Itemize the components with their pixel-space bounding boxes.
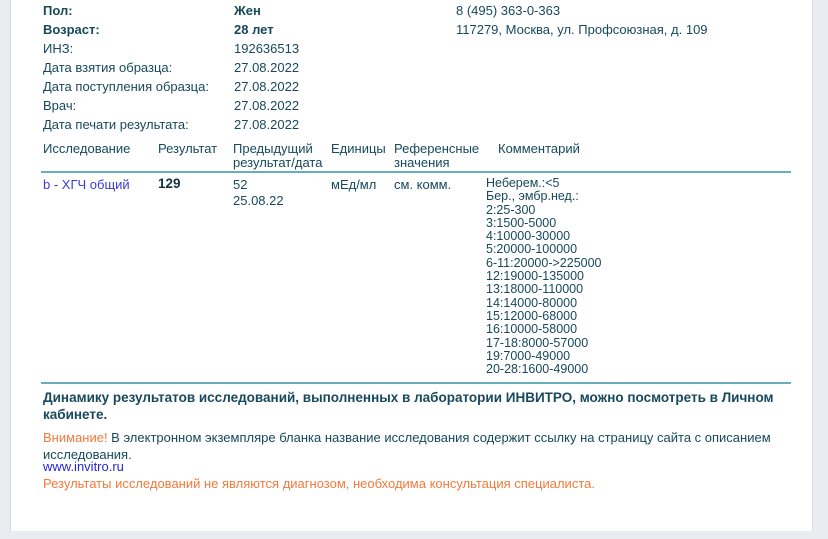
table-header-rule: [41, 171, 791, 173]
comment-line: 14:14000-80000: [486, 295, 578, 310]
column-header-previous: Предыдущий результат/дата: [233, 141, 323, 170]
attention-note: [43, 430, 805, 463]
comment-line: 17-18:8000-57000: [486, 335, 589, 350]
disclaimer-note: Результаты исследований не являются диагнозом, необходима консультация специалиста.: [43, 476, 595, 491]
test-name-link[interactable]: b - ХГЧ общий: [43, 177, 130, 192]
comment-line: 3:1500-5000: [486, 215, 557, 230]
comment-line: 20-28:1600-49000: [486, 362, 589, 377]
comment-line: 19:7000-49000: [486, 348, 571, 363]
field-value-inz: 192636513: [234, 41, 300, 56]
field-value-sex: Жен: [234, 3, 261, 18]
comment-line: 15:12000-68000: [486, 308, 578, 323]
lab-report-page: [10, 0, 813, 531]
comment-line: 12:19000-135000: [486, 269, 585, 284]
clinic-phone: 8 (495) 363-0-363: [456, 3, 561, 18]
field-label-age: Возраст:: [43, 22, 100, 37]
comment-line: 2:25-300: [486, 202, 536, 217]
column-header-result: Результат: [158, 141, 218, 156]
column-header-units: Единицы: [331, 141, 386, 156]
field-label-sample-taken: Дата взятия образца:: [43, 60, 173, 75]
comment-line: 6-11:20000->225000: [486, 255, 602, 270]
field-label-doctor: Врач:: [43, 98, 77, 113]
previous-result-value: 52: [233, 177, 248, 192]
comment-line: 13:18000-110000: [486, 282, 584, 297]
dynamics-note: Динамику результатов исследований, выполненных в лаборатории ИНВИТРО, можно посмотреть в Личном кабинете.: [43, 390, 774, 422]
field-value-sample-taken: 27.08.2022: [234, 60, 300, 75]
column-header-reference: Референсные значения: [394, 141, 480, 170]
comment-line: 5:20000-100000: [486, 242, 578, 257]
field-label-sex: Пол:: [43, 3, 73, 18]
comment-line: 16:10000-58000: [486, 322, 578, 337]
column-header-comment: Комментарий: [498, 141, 580, 156]
attention-text: В электронном экземпляре бланка название исследования содержит ссылку на страницу сайта с описанием исследования.: [43, 430, 771, 462]
invitro-website-link[interactable]: www.invitro.ru: [43, 459, 124, 474]
reference-value: см. комм.: [394, 177, 452, 192]
section-divider-rule: [41, 382, 791, 384]
result-value: 129: [158, 176, 181, 191]
field-value-sample-received: 27.08.2022: [234, 79, 300, 94]
comment-line: 4:10000-30000: [486, 229, 571, 244]
clinic-address: 117279, Москва, ул. Профсоюзная, д. 109: [456, 22, 708, 37]
attention-label: Внимание!: [43, 430, 108, 445]
field-value-print-date: 27.08.2022: [234, 117, 300, 132]
field-value-doctor: 27.08.2022: [234, 98, 300, 113]
field-label-print-date: Дата печати результата:: [43, 117, 189, 132]
units-value: мЕд/мл: [331, 177, 377, 192]
comment-line: Неберем.:<5: [486, 176, 560, 190]
column-header-test: Исследование: [43, 141, 131, 156]
previous-result-cell: [233, 177, 284, 209]
field-label-sample-received: Дата поступления образца:: [43, 79, 209, 94]
comment-line: Бер., эмбр.нед.:: [486, 189, 579, 204]
comment-lines: [486, 177, 602, 376]
previous-result-date: 25.08.22: [233, 193, 284, 208]
field-value-age: 28 лет: [234, 22, 274, 37]
field-label-inz: ИНЗ:: [43, 41, 74, 56]
